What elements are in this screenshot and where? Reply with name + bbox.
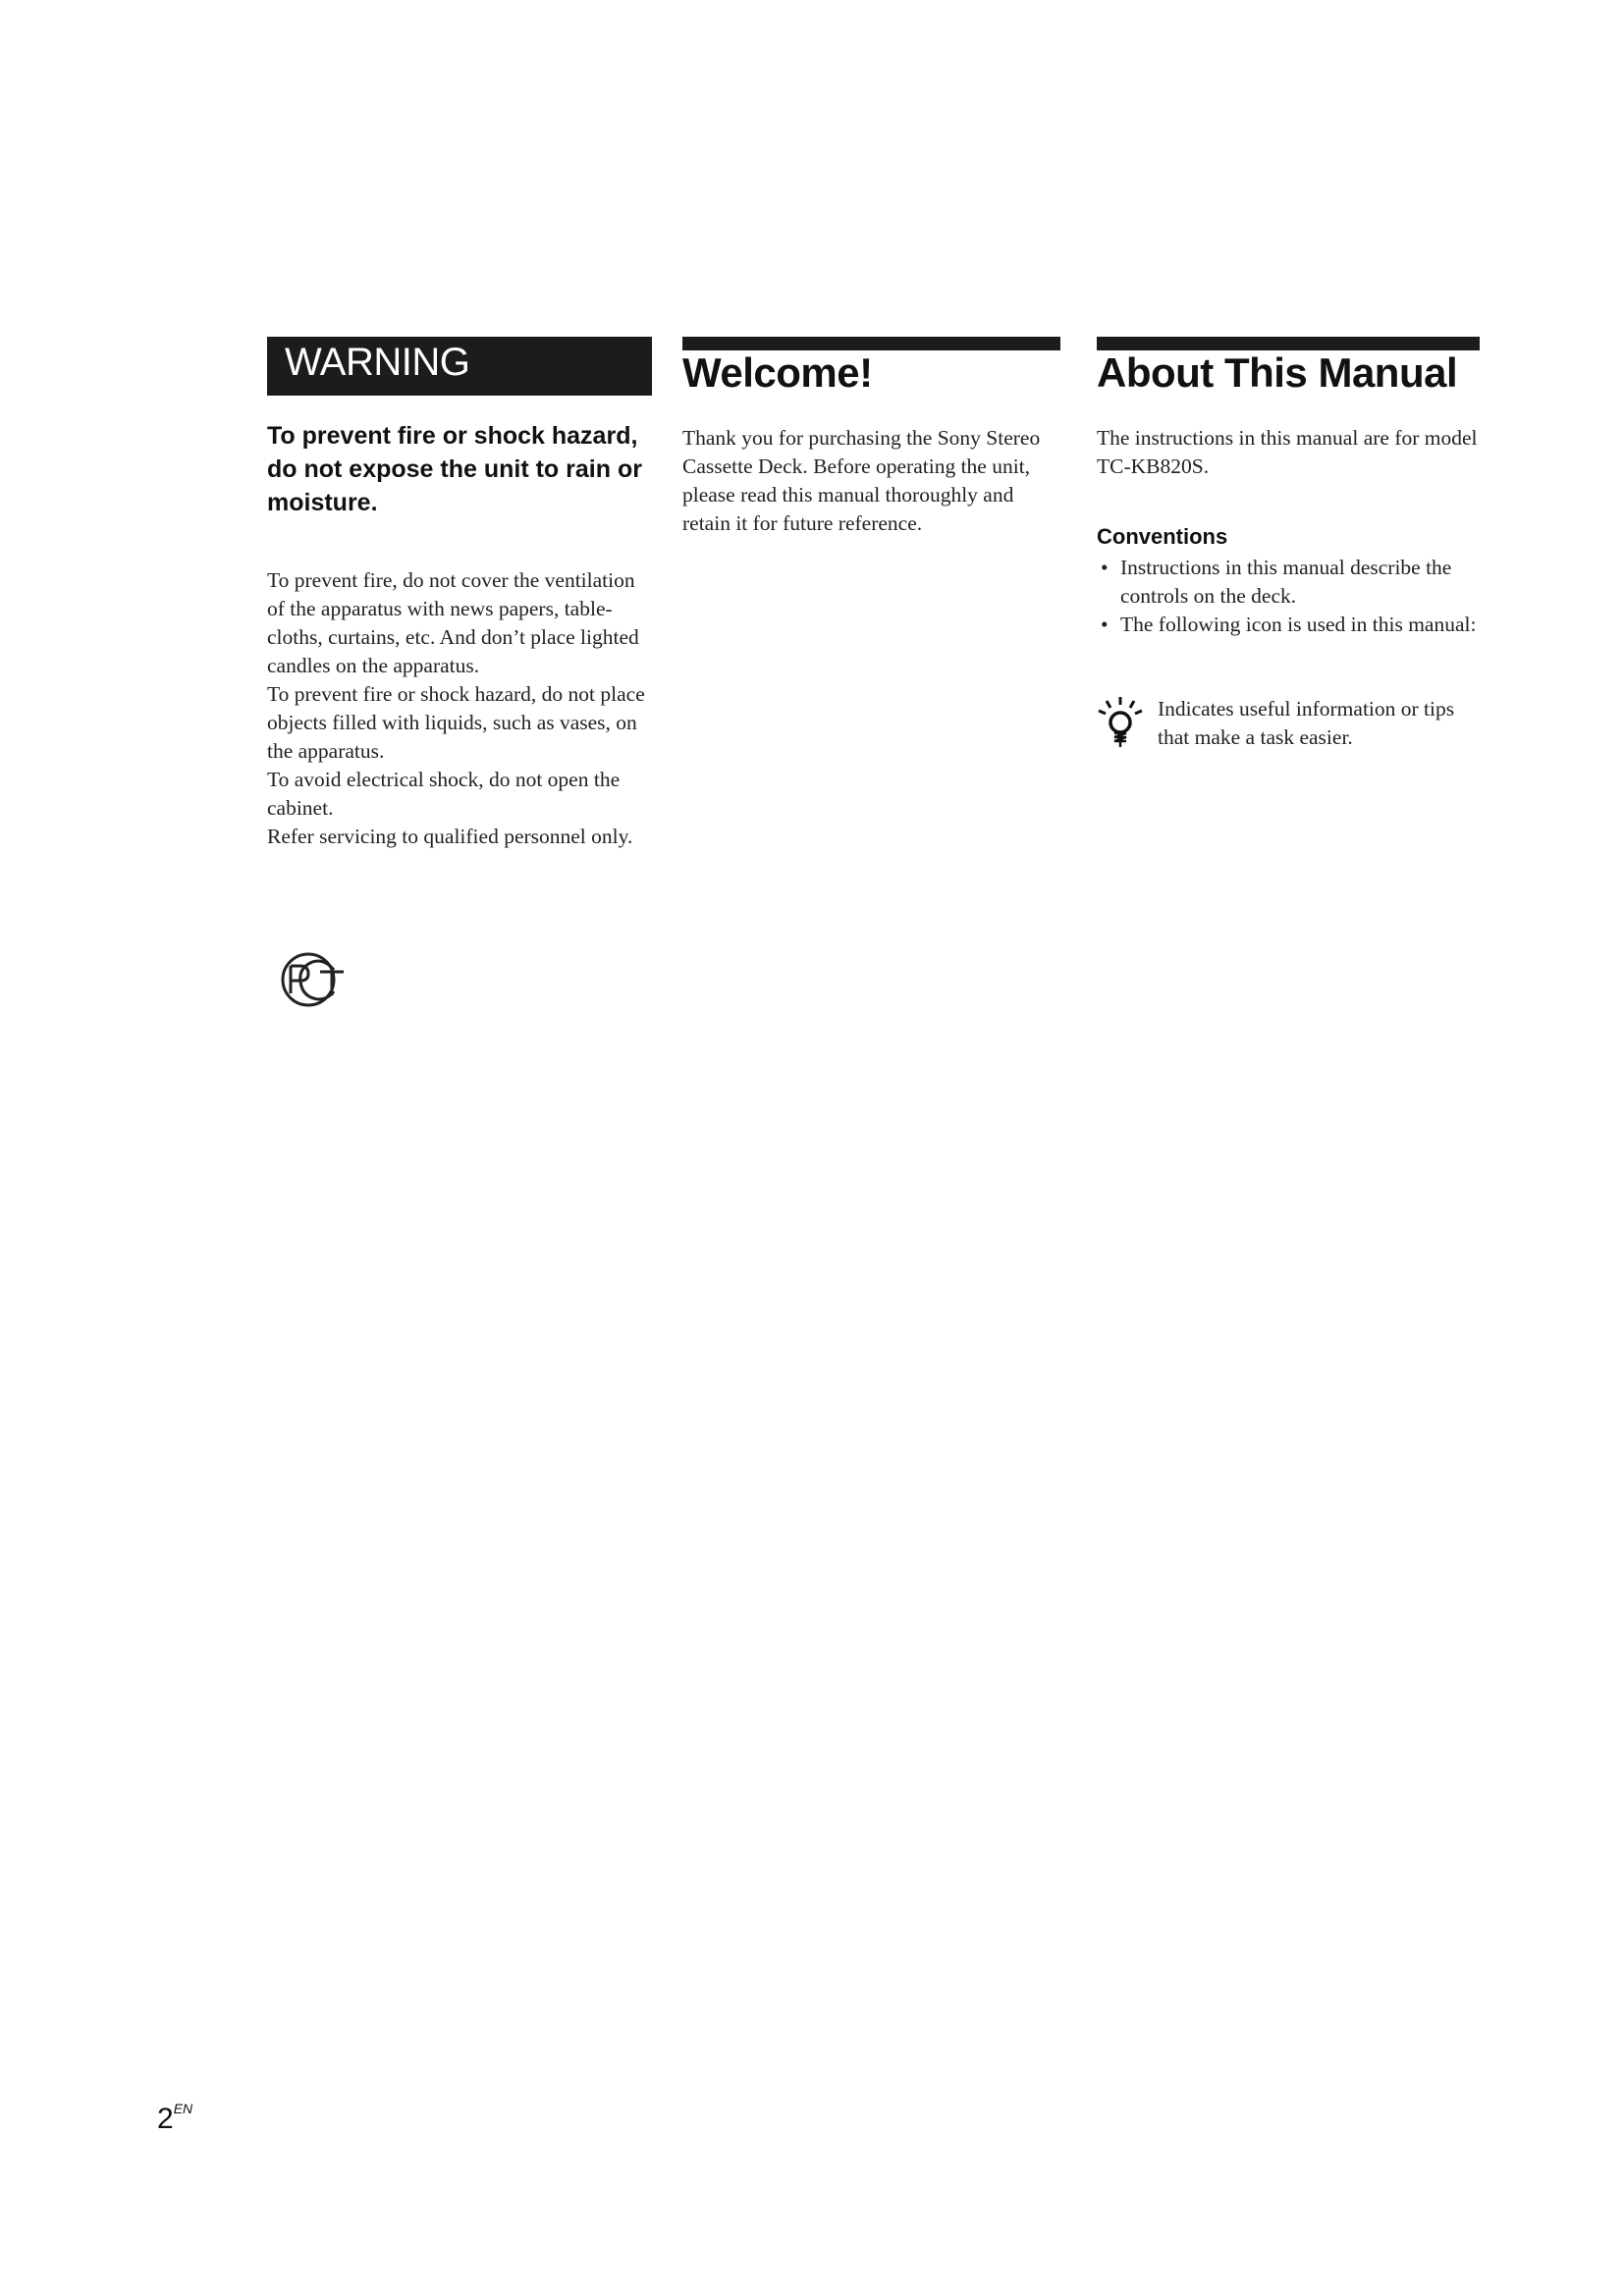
conventions-heading: Conventions [1097,524,1228,549]
welcome-heading: Welcome! [682,349,873,396]
welcome-body: Thank you for purchasing the Sony Stereo Cassette Deck. Before operating the unit, please read this manual thoroughly and retain it for future reference. [682,426,1041,535]
lightbulb-icon [1097,695,1144,750]
list-item-text: Instructions in this manual describe the controls on the deck. [1120,556,1452,608]
list-item-text: The following icon is used in this manual: [1120,613,1477,636]
warning-paragraph: To prevent fire or shock hazard, do not place objects filled with liquids, such as vases, on the apparatus. [267,682,645,763]
warning-paragraph: To prevent fire, do not cover the ventilation of the apparatus with news papers, table-cloths, curtains, etc. And don’t place lighted candles on the apparatus. [267,568,639,677]
tip-description: Indicates useful information or tips that make a task easier. [1158,697,1455,749]
page-number-suffix: EN [173,2101,193,2116]
conventions-list [1097,554,1480,639]
warning-lead: To prevent fire or shock hazard, do not expose the unit to rain or moisture. [267,422,642,516]
warning-paragraph: To avoid electrical shock, do not open the cabinet. [267,768,621,820]
welcome-rule [682,337,1060,350]
list-item [1097,554,1480,611]
warning-banner [267,337,652,396]
list-item [1097,611,1480,639]
warning-body [267,566,652,851]
bullet-icon: • [1101,556,1109,579]
warning-title: WARNING [285,341,470,384]
about-rule [1097,337,1480,350]
bullet-icon: • [1101,613,1109,636]
page-number [157,2103,192,2136]
pct-certification-logo [269,950,355,1009]
page-number-value: 2 [157,2103,174,2135]
warning-paragraph: Refer servicing to qualified personnel only. [267,825,633,848]
about-body: The instructions in this manual are for model TC-KB820S. [1097,426,1478,478]
about-heading: About This Manual [1097,349,1458,396]
